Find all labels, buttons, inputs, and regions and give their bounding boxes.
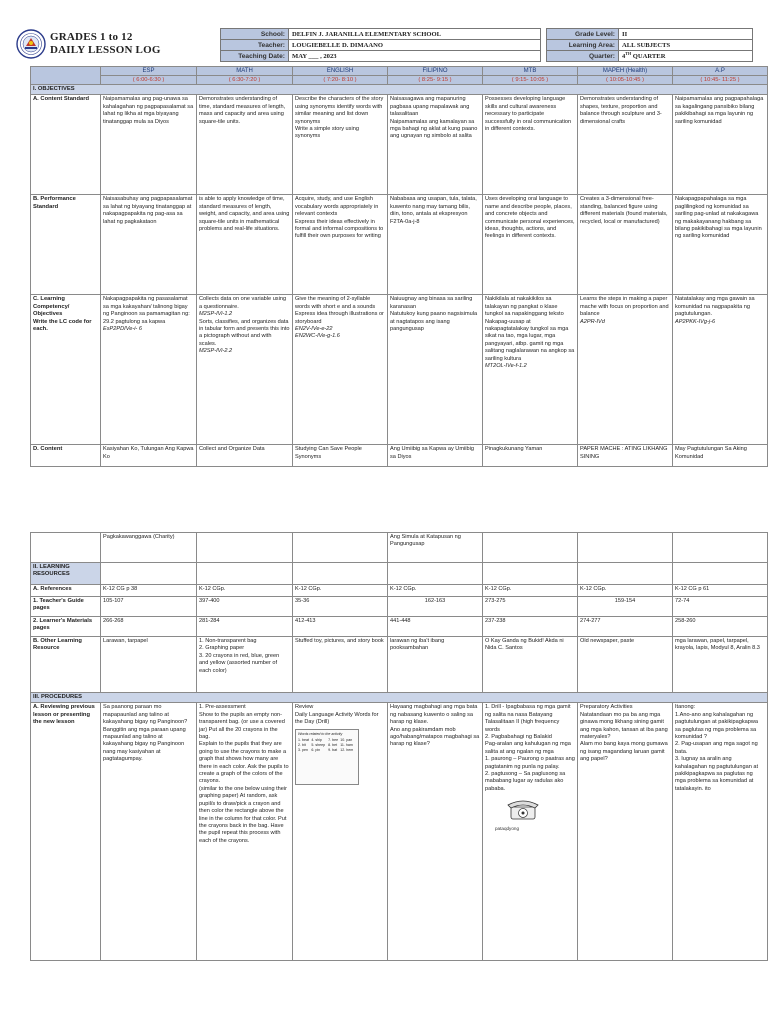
cell: [673, 533, 768, 563]
cell: 441-448: [388, 617, 483, 637]
cell: Kasiyahan Ko, Tulungan Ang Kapwa Ko: [101, 445, 197, 467]
cell: K-12 CGp.: [578, 585, 673, 597]
cell: Ang Umiibig sa Kapwa ay Umiibig sa Diyos: [388, 445, 483, 467]
cell: Pagkakawanggawa (Charity): [101, 533, 197, 563]
grade-level-label: Grade Level:: [547, 29, 619, 40]
subject-ap: A.P: [673, 67, 768, 76]
row-performance-standard: [31, 195, 768, 295]
time-filipino: ( 8:25- 9:15 ): [388, 76, 483, 85]
cell: 281-284: [197, 617, 293, 637]
cell: [483, 703, 578, 961]
cell: K-12 CG p 61: [673, 585, 768, 597]
vocab-word: 1. beat: [298, 737, 309, 742]
vocab-word: 11. ham: [340, 742, 353, 747]
cell: [293, 703, 388, 961]
cell: Naiuugnay ang binasa sa sariling karanasan Natutukoy kung paano nagsisimula at nagtatapos ang isang pangungusap: [388, 295, 483, 445]
label-performance-standard: B. Performance Standard: [31, 195, 101, 295]
objectives-table: [30, 66, 768, 467]
time-mtb: ( 9:15- 10:05 ): [483, 76, 578, 85]
deped-seal-logo: [16, 29, 46, 59]
cell-text: Sorts, classifies, and organizes data in tabular form and presents this into a pictograph without and with scales.: [199, 318, 290, 347]
vocabulary-word-list-image: [295, 729, 359, 785]
cell: [388, 563, 483, 585]
cell: O Kay Ganda ng Bukid! Akda ni Nida C. Santos: [483, 637, 578, 693]
subject-english: ENGLISH: [293, 67, 388, 76]
cell: Ang Simula at Katapusan ng Pangungusap: [388, 533, 483, 563]
vocab-word: 10. pan: [340, 737, 353, 742]
cell: larawan ng iba't ibang pooksambahan: [388, 637, 483, 693]
cell: Naipamamalas ang pagpapahalaga sa kagalingang pansibiko bilang pakikibahagi sa mga layunin ng sariling komunidad: [673, 95, 768, 195]
cell: Naisasagawa ang mapanuring pagbasa upang mapalawak ang talasalitaan Naipamamalas ang kamalayan sa mga bahagi ng aklat at kung paano ang ugnayan ng simbolo at salita: [388, 95, 483, 195]
school-info-table: [220, 28, 541, 62]
teaching-date-value: MAY ___ , 2023: [289, 51, 541, 62]
vocab-word: 7. bee: [328, 737, 339, 742]
cell: Acquire, study, and use English vocabulary words appropriately in relevant contexts Express their ideas effectively in formal and informal compositions to fulfill their own purposes for writing: [293, 195, 388, 295]
vocab-word: 3. pen: [298, 747, 308, 752]
cell: 266-268: [101, 617, 197, 637]
cell: Demonstrates understanding of time, standard measures of length, mass and capacity and area using square-tile units.: [197, 95, 293, 195]
label-other-resources: B. Other Learning Resource: [31, 637, 101, 693]
rotary-telephone-icon: [505, 797, 541, 821]
cell: [197, 563, 293, 585]
vocab-word: 4. ship: [311, 737, 322, 742]
cell: K-12 CGp.: [197, 585, 293, 597]
vocabulary-title: Words related to the activity: [298, 731, 343, 736]
lesson-log-header: [16, 28, 752, 64]
quarter-value: 4TH QUARTER: [619, 51, 753, 62]
cell: 1. Non-transparent bag 2. Graphing paper 3. 20 crayons in red, blue, green and yellow (assorted number of each color): [197, 637, 293, 693]
telephone-caption: pataqdyong: [495, 825, 520, 831]
vocab-word: 2. bit: [298, 742, 306, 747]
cell: Itanong: 1.Ano-ano ang kahalagahan ng pagtutulungan at pakikipagkapwa sa paglutas ng mga problema sa komunidad ? 2. Pag-usapan ang mga sagot ng bata. 3. Iugnay sa aralin ang kahalagahan ng pagtutulungan at pakikipagkapwa sa paglutas ng mga problema sa komunidad at tatalakayin. ito: [673, 703, 768, 961]
cell: Larawan, tarpapel: [101, 637, 197, 693]
cell-text: Natatalakay ang mga gawain sa komunidad na nagpapakita ng pagtutulungan.: [675, 296, 755, 318]
row-content-continued: [31, 533, 768, 563]
lc-code: EN2V-IVe-e-22: [295, 326, 333, 333]
cell: Pinagkukunang Yaman: [483, 445, 578, 467]
cell: is able to apply knowledge of time, standard measures of length, weight, and capacity, and area using square-tile units in mathematical problems and real-life situations.: [197, 195, 293, 295]
lc-code: M2SP-IVi-1.2: [199, 311, 233, 318]
cell: [483, 533, 578, 563]
subject-esp: ESP: [101, 67, 197, 76]
cell-text: Learns the steps in making a paper mache with focus on proportion and balance: [580, 296, 669, 318]
cell: Preparatory Activities Natatandaan mo pa ba ang mga ginawa mong likhang sining gamit ang mga kahon, tansan at iba pang materyales? Alam mo bang kaya mong gumawa ng isang magandang laruan gamit ang papel?: [578, 703, 673, 961]
time-ap: ( 10:45- 11:25 ): [673, 76, 768, 85]
cell: [673, 563, 768, 585]
cell-text: Nakapagpapakita ng pasasalamat sa mga kakayahan/ talinong bigay ng Panginoon sa pamamagitan ng: 29.2 pagtulong sa kapwa: [103, 296, 190, 325]
learning-area-value: ALL SUBJECTS: [619, 40, 753, 51]
row-references: [31, 585, 768, 597]
row-content-standard: [31, 95, 768, 195]
grade-level-value: II: [619, 29, 753, 40]
cell: PAPER MACHE : ATING LIKHANG SINING: [578, 445, 673, 467]
lc-code: A2PR-IVd: [580, 318, 605, 325]
cell: 162-163: [388, 597, 483, 617]
cell: [101, 563, 197, 585]
cell: Studying Can Save People Synonyms: [293, 445, 388, 467]
section-procedures: III. PROCEDURES: [31, 693, 768, 703]
cell: Sa paanong paraan mo mapapaunlad ang talino at kakayahang bigay ng Panginoon? Banggitin ang mga paraan upang mapaunlad ang talino at kakayahang bigay ng Panginoon nang may kasiyahan at pagtatagumpay.: [101, 703, 197, 961]
cell: 273-275: [483, 597, 578, 617]
school-value: DELFIN J. JARANILLA ELEMENTARY SCHOOL: [289, 29, 541, 40]
time-esp: ( 6:00-6:30 ): [101, 76, 197, 85]
subject-mtb: MTB: [483, 67, 578, 76]
cell: 105-107: [101, 597, 197, 617]
cell: Hayaang magbahagi ang mga bata ng nabasang kuwento o saling sa harap ng klase. Ano ang pakiramdam mob ago/habang/matapos magbahagi sa harap ng klase?: [388, 703, 483, 961]
vocab-word: 9. bat: [328, 747, 338, 752]
school-label: School:: [221, 29, 289, 40]
cell: Stuffed toy, pictures, and story book: [293, 637, 388, 693]
row-content: [31, 445, 768, 467]
cell: mga larawan, papel, tarpapel, krayola, lapis, Modyul 8, Aralin 8.3: [673, 637, 768, 693]
cell: 35-36: [293, 597, 388, 617]
cell: Describe the characters of the story using synonyms identify words with similar meaning and list down synonyms Write a simple story using synonyms: [293, 95, 388, 195]
row-reviewing-lesson: [31, 703, 768, 961]
cell: Naisasabuhay ang pagpapasalamat sa lahat ng biyayang tinatanggap at nakapagpapakita ng pag-asa sa lahat ng pagkakataon: [101, 195, 197, 295]
cell: Naipamamalas ang pag-unawa sa kahalagahan ng pagpapasalamat sa lahat ng likha at mga biyayang tinatanggap mula sa Diyos: [101, 95, 197, 195]
row-other-resources: [31, 637, 768, 693]
cell: 1. Pre-assessment Show to the pupils an empty non-transparent bag. (or use a covered jar) Put all the 20 crayons in the bag. Explain to the pupils that they are going to use the crayons to make a graph that shows how many are there in each color. Ask the pupils to create a graph of the colors of the crayons. (similar to the one below using their graphing paper) At random, ask pupil/s to draw/pick a crayon and then color the rectangle above the line in the column for that color. Put the crayons back in the bag. Have the pupil repeat this process with each of the crayons.: [197, 703, 293, 961]
cell: K-12 CGp.: [293, 585, 388, 597]
cell: [293, 563, 388, 585]
lc-code: AP2PKK-IVg-j-6: [675, 318, 716, 325]
cell: [293, 533, 388, 563]
cell: [197, 295, 293, 445]
lc-code: MT2OL-IVe-f-1.2: [485, 363, 527, 370]
subject-math: MATH: [197, 67, 293, 76]
cell-text: Collects data on one variable using a questionnaire.: [199, 296, 287, 310]
lc-code: F2TA-0a-j-8: [390, 218, 420, 225]
vocab-word: 12. hem: [340, 747, 354, 752]
row-learning-resources: [31, 563, 768, 585]
label-references: A. References: [31, 585, 101, 597]
cell: Demonstrates understanding of shapes, texture, proportion and balance through sculpture and 3-dimensional crafts: [578, 95, 673, 195]
cell: [293, 295, 388, 445]
teacher-value: LOUGIEBELLE D. DIMAANO: [289, 40, 541, 51]
section-learning-resources: II. LEARNING RESOURCES: [31, 563, 101, 585]
cell: [578, 295, 673, 445]
cell: 72-74: [673, 597, 768, 617]
cell: Nakapagpapahalaga sa mga paglilingkod ng komunidad sa sariling pag-unlad at nakakagawa ng makakayanang hakbang sa bilang pakikibahagi sa mga layunin ng sariling komunidad: [673, 195, 768, 295]
cell: 274-277: [578, 617, 673, 637]
vocab-word: 6. pin: [311, 747, 321, 752]
label-reviewing-lesson: A. Reviewing previous lesson or presenting the new lesson: [31, 703, 101, 961]
lc-code: M2SP-IVi-2.2: [199, 348, 233, 355]
label-content-standard: A. Content Standard: [31, 95, 101, 195]
vocabulary-word-grid: [298, 738, 356, 753]
cell: 237-238: [483, 617, 578, 637]
cell-text: Nababasa ang usapan, tula, talata, kuwento nang may tamang bilis, diin, tono, antala at ekspresyon: [390, 196, 477, 218]
cell: K-12 CG p 38: [101, 585, 197, 597]
time-english: ( 7:20- 8:10 ): [293, 76, 388, 85]
teacher-label: Teacher:: [221, 40, 289, 51]
cell-text: 1. Drill - Ipagbabasa ng mga gamit ng salita na nasa Batayang Talasalitaan II (high frequency words 2. Pagbabahagi ng Balakid Pag-aralan ang kahulugan ng mga salita at ang ngalan ng mga 1. paurong – Paurong o paatras ang pagtatanim ng punla ng palay. 2. pagtusong – Sa paglusong sa mababang lugar ay radulas ako pababa.: [485, 704, 575, 792]
cell: 258-260: [673, 617, 768, 637]
cell: May Pagtutulungan Sa Aking Komunidad: [673, 445, 768, 467]
cell: Collect and Organize Data: [197, 445, 293, 467]
row-learning-competency: [31, 295, 768, 445]
cell: [31, 533, 101, 563]
time-math: ( 6:30-7:20 ): [197, 76, 293, 85]
title-daily-lesson-log: DAILY LESSON LOG: [50, 44, 161, 56]
time-mapeh: ( 10:05-10:45 ): [578, 76, 673, 85]
cell: [578, 563, 673, 585]
subject-mapeh: MAPEH (Health): [578, 67, 673, 76]
cell: [101, 295, 197, 445]
cell: 397-400: [197, 597, 293, 617]
section-objectives: I. OBJECTIVES: [31, 85, 768, 95]
cell-text: Nakikilala at nakakikilos sa talakayan ng pangkat o klase tungkol sa napakinggang teksto Nakapag-uusap at nakapagtatalakay tungkol sa mga sikat na tao, mga lugar, mga pangyayari, atbp. gamit ng mga salitang naglalarawan na angkop sa sariling kultura: [485, 296, 575, 362]
resources-procedures-table: [30, 532, 768, 961]
cell: [483, 563, 578, 585]
grade-info-table: [546, 28, 753, 62]
cell: K-12 CGp.: [483, 585, 578, 597]
label-teachers-guide: 1. Teacher's Guide pages: [31, 597, 101, 617]
cell: Uses developing oral language to name and describe people, places, and concrete objects and communicate personal experiences, ideas, thoughts, actions, and feelings in different contexts.: [483, 195, 578, 295]
corner-cell: [31, 67, 101, 85]
row-teachers-guide: [31, 597, 768, 617]
lc-code: EN2WC-IVe-g-1.6: [295, 333, 340, 340]
cell: Possesses developing language skills and cultural awareness necessary to participate successfully in oral communication in different contexts.: [483, 95, 578, 195]
vocab-word: 8. bet: [328, 742, 338, 747]
cell: 159-154: [578, 597, 673, 617]
quarter-label: Quarter:: [547, 51, 619, 62]
cell: Old newspaper, paste: [578, 637, 673, 693]
learning-area-label: Learning Area:: [547, 40, 619, 51]
label-learners-materials: 2. Learner's Materials pages: [31, 617, 101, 637]
cell: [483, 295, 578, 445]
subject-filipino: FILIPINO: [388, 67, 483, 76]
label-content: D. Content: [31, 445, 101, 467]
log-title: [50, 31, 161, 57]
cell-text: Review Daily Language Activity Words for the Day (Drill): [295, 704, 379, 726]
lc-code: EsP2PDIVe-i- 6: [103, 326, 142, 333]
cell: 412-413: [293, 617, 388, 637]
title-grades: GRADES 1 to 12: [50, 31, 133, 43]
cell: Creates a 3-dimensional free-standing, balanced figure using different materials (found materials, recycled, local or manufactured): [578, 195, 673, 295]
cell: [673, 295, 768, 445]
row-learners-materials: [31, 617, 768, 637]
cell: [197, 533, 293, 563]
teaching-date-label: Teaching Date:: [221, 51, 289, 62]
label-learning-competency: C. Learning Competency/ Objectives Write the LC code for each.: [31, 295, 101, 445]
cell: [388, 195, 483, 295]
cell: K-12 CGp.: [388, 585, 483, 597]
vocab-word: 5. sheep: [311, 742, 326, 747]
cell-text: Give the meaning of 2-syllable words with short e and a sounds Express idea through illustrations or storyboard: [295, 296, 384, 325]
cell: [578, 533, 673, 563]
